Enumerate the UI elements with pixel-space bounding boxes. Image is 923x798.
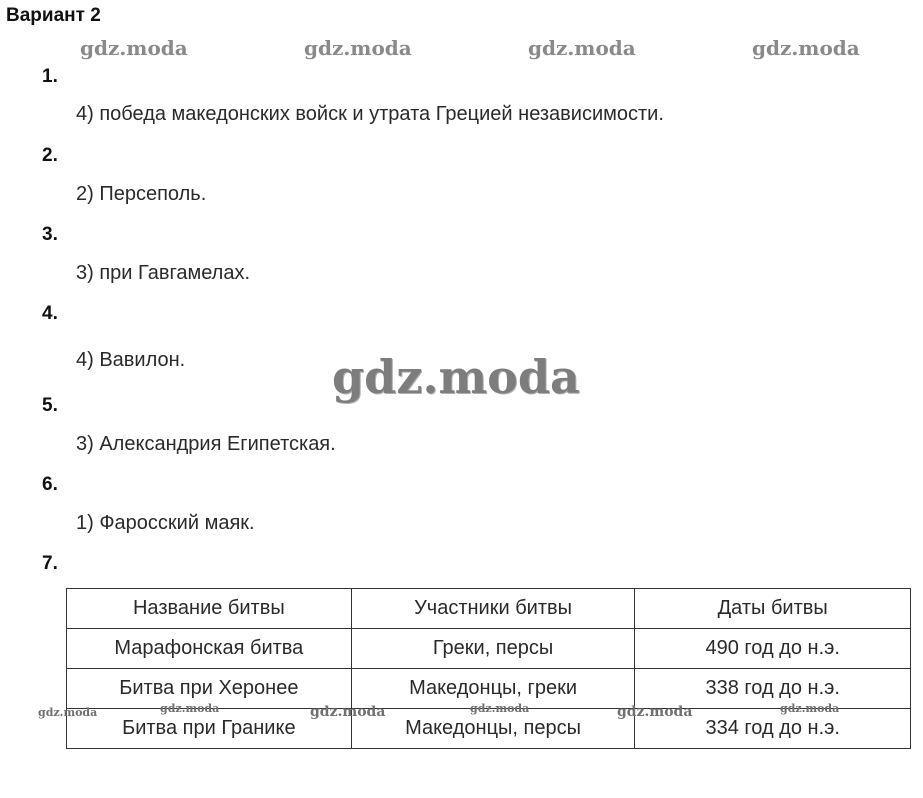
table-cell: 334 год до н.э. bbox=[635, 709, 911, 749]
table-cell: Битва при Херонее bbox=[67, 669, 352, 709]
answer-text: 1) Фаросский маяк. bbox=[76, 512, 255, 534]
watermark-small: gdz.moda bbox=[470, 702, 530, 715]
question-number: 2. bbox=[42, 145, 58, 166]
battles-table bbox=[66, 588, 911, 749]
table-header-row bbox=[67, 589, 911, 629]
answer-text: 4) Вавилон. bbox=[76, 349, 186, 371]
table-cell: 490 год до н.э. bbox=[635, 629, 911, 669]
table-row bbox=[67, 709, 911, 749]
watermark-small: gdz.moda bbox=[780, 702, 840, 715]
question-number: 7. bbox=[42, 553, 58, 574]
watermark-small: gdz.moda bbox=[38, 706, 98, 719]
table-cell: Битва при Гранике bbox=[67, 709, 352, 749]
watermark: gdz.moda bbox=[752, 36, 860, 60]
table-header-cell: Даты битвы bbox=[635, 589, 911, 629]
watermark: gdz.moda bbox=[304, 36, 412, 60]
table-cell: Марафонская битва bbox=[67, 629, 352, 669]
answer-text: 4) победа македонских войск и утрата Грецией независимости. bbox=[76, 103, 664, 125]
table-header-cell: Название битвы bbox=[67, 589, 352, 629]
question-number: 5. bbox=[42, 395, 58, 416]
watermark-large: gdz.moda bbox=[332, 350, 580, 404]
watermark: gdz.moda bbox=[80, 36, 188, 60]
table-row bbox=[67, 669, 911, 709]
watermark: gdz.moda bbox=[528, 36, 636, 60]
question-number: 4. bbox=[42, 303, 58, 324]
table-cell: Македонцы, греки bbox=[351, 669, 635, 709]
table-cell: Греки, персы bbox=[351, 629, 635, 669]
watermark-small: gdz.moda bbox=[617, 704, 693, 720]
question-number: 1. bbox=[42, 66, 58, 87]
answer-text: 3) Александрия Египетская. bbox=[76, 433, 336, 455]
watermark-small: gdz.moda bbox=[160, 702, 220, 715]
table-header-cell: Участники битвы bbox=[351, 589, 635, 629]
table-cell: Македонцы, персы bbox=[351, 709, 635, 749]
table-cell: 338 год до н.э. bbox=[635, 669, 911, 709]
page-title: Вариант 2 bbox=[6, 5, 101, 26]
table-row bbox=[67, 629, 911, 669]
watermark-small: gdz.moda bbox=[310, 704, 386, 720]
answer-text: 3) при Гавгамелах. bbox=[76, 262, 251, 284]
question-number: 6. bbox=[42, 474, 58, 495]
question-number: 3. bbox=[42, 224, 58, 245]
answer-text: 2) Персеполь. bbox=[76, 183, 207, 205]
